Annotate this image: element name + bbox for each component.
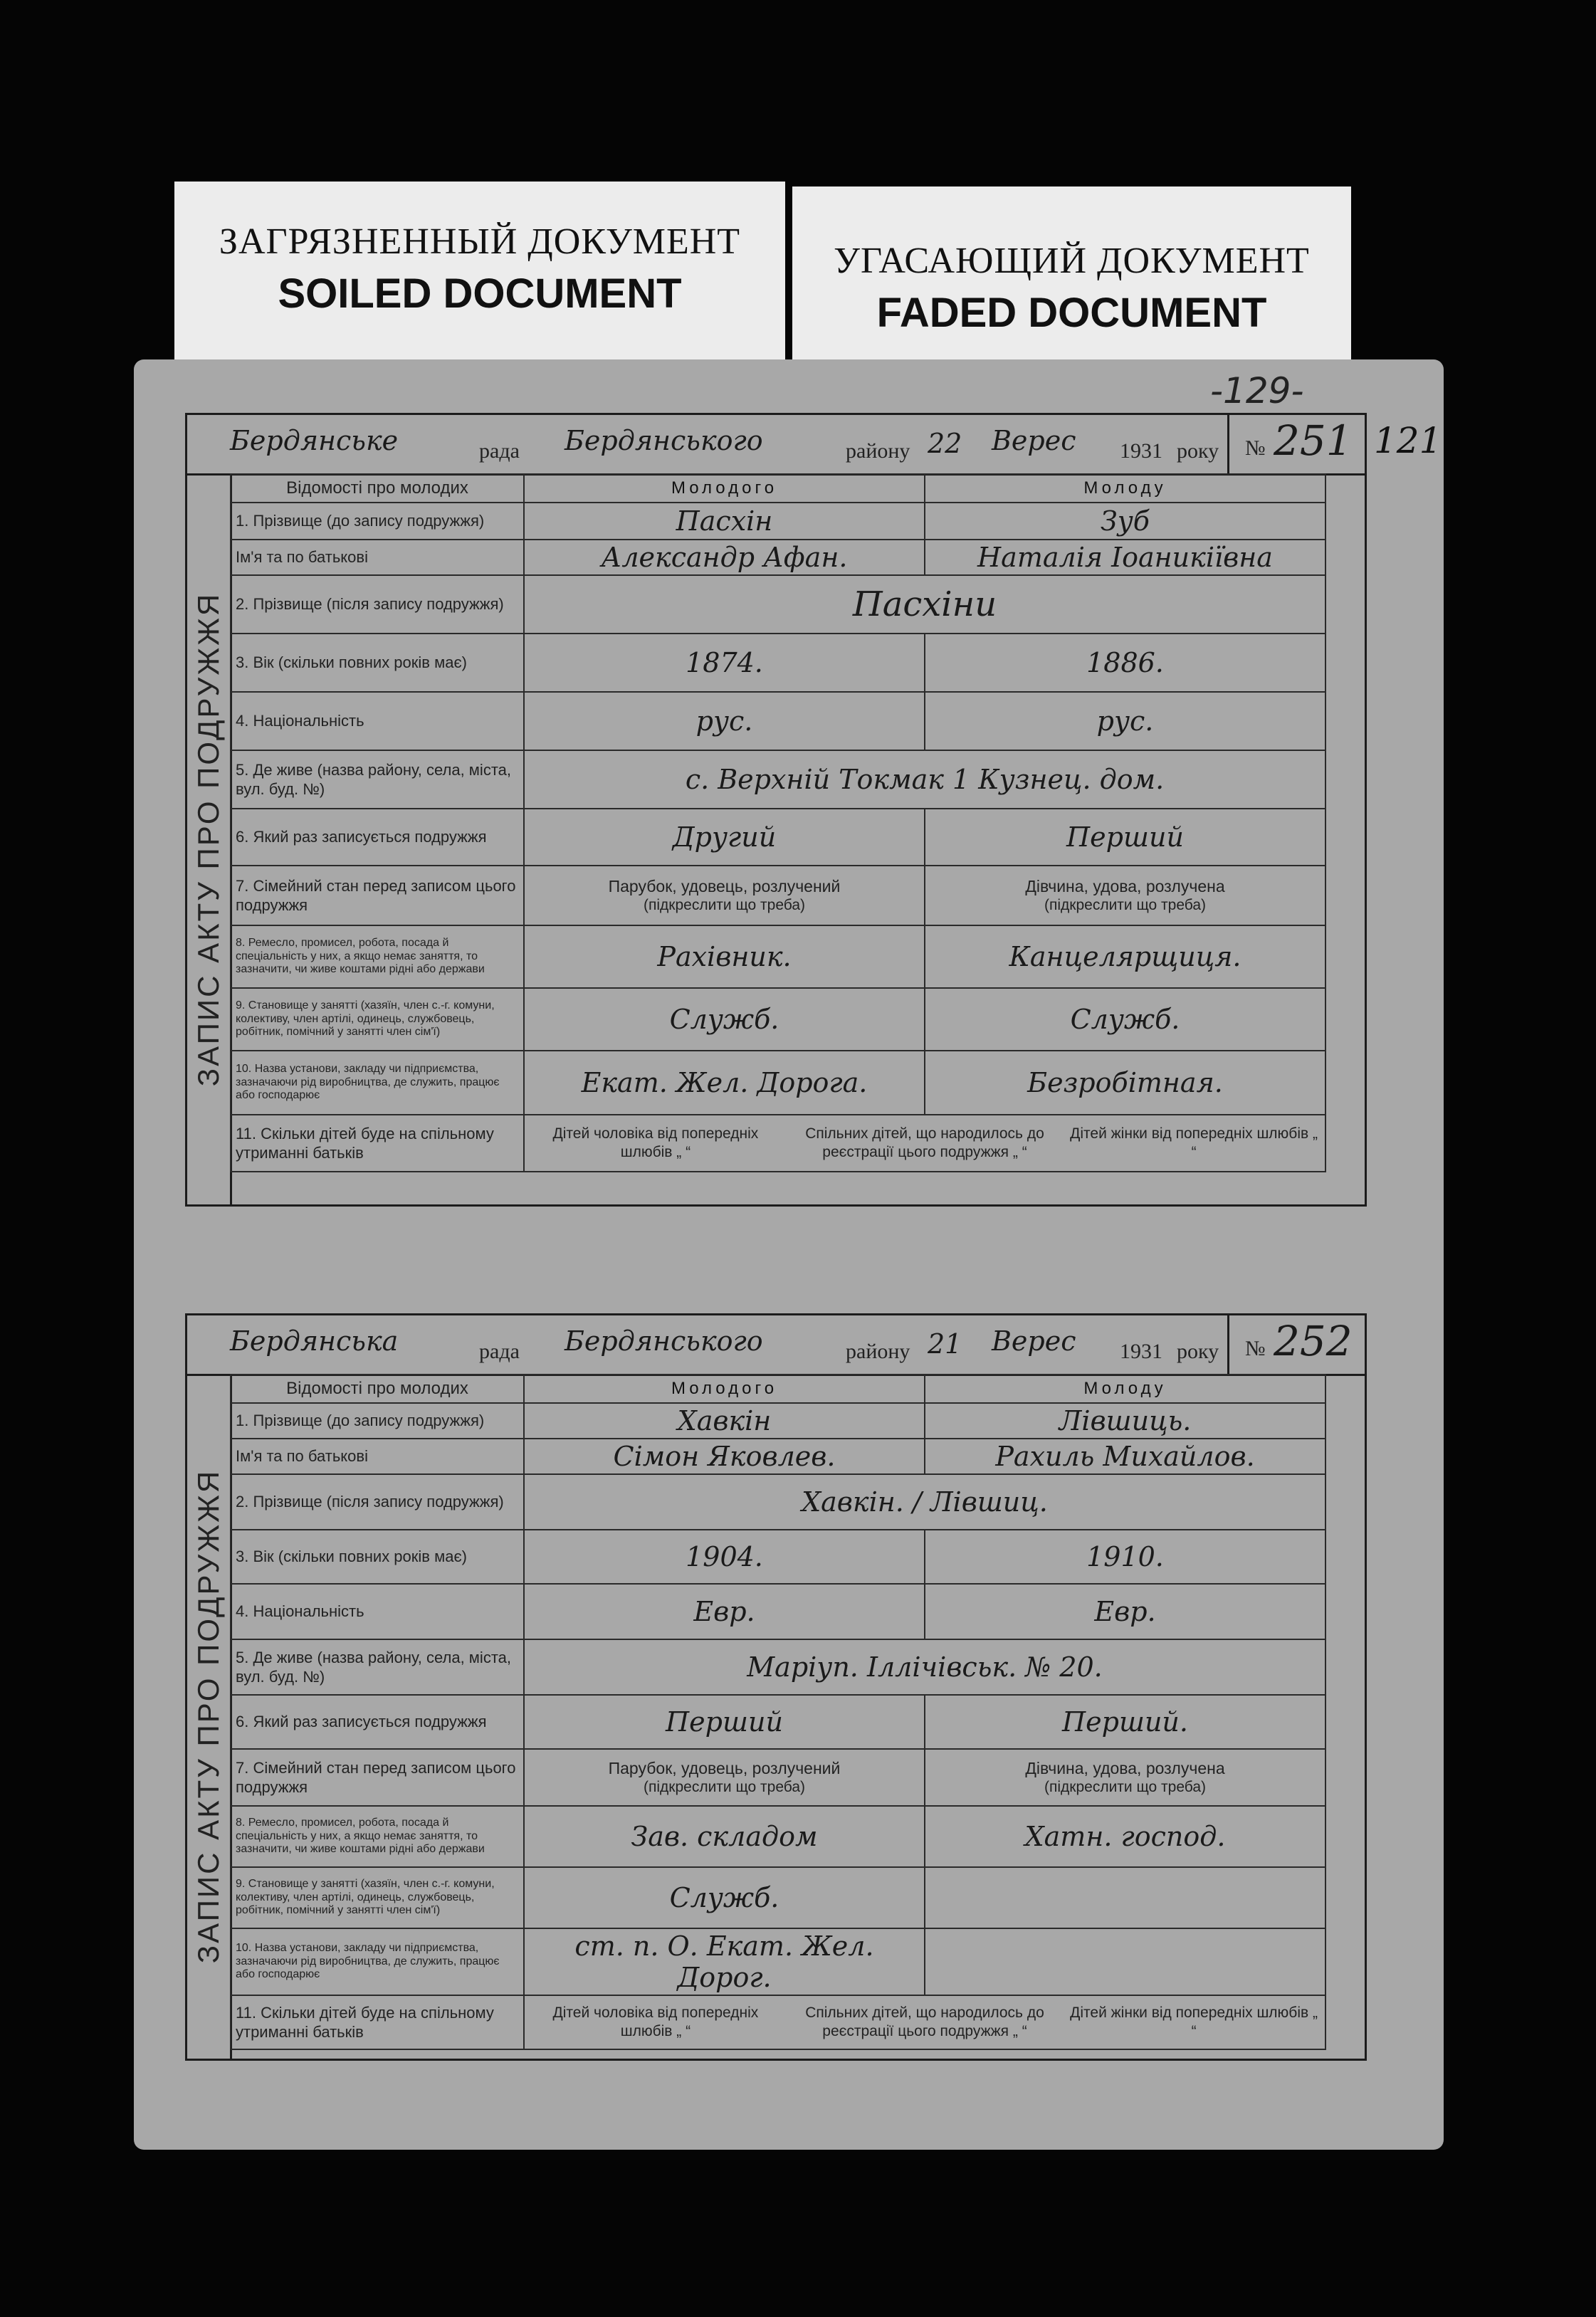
surname-after: Хавкін. / Лівшиц. bbox=[524, 1474, 1325, 1530]
side-title-strip bbox=[187, 473, 232, 1204]
groom-position: Служб. bbox=[524, 1867, 925, 1928]
month-value: Верес bbox=[992, 1325, 1076, 1357]
children-bride: Дітей жінки від попередніх шлюбів „ “ bbox=[1070, 2004, 1318, 2039]
table-row bbox=[231, 1995, 1325, 2049]
children-common: Спільних дітей, що народилось до реєстрації цього подружжя „ “ bbox=[805, 1125, 1044, 1160]
col-bride: Молоду bbox=[925, 474, 1325, 503]
table-row bbox=[231, 1928, 1325, 1995]
table-row bbox=[231, 540, 1325, 575]
bride-nationality: Евр. bbox=[925, 1584, 1325, 1639]
record-number: 251 bbox=[1274, 416, 1353, 465]
table-row bbox=[231, 1695, 1325, 1749]
number-box bbox=[1227, 1315, 1365, 1374]
table-row bbox=[231, 692, 1325, 750]
year-value: 1931 bbox=[1120, 439, 1162, 463]
groom-status-cell bbox=[524, 866, 925, 925]
raion-label: району bbox=[846, 439, 910, 463]
marriage-record-252 bbox=[185, 1313, 1367, 2061]
q11-label: 11. Скільки дітей буде на спільному утриманні батьків bbox=[231, 1115, 524, 1172]
rada-value: Бердянське bbox=[230, 425, 399, 456]
groom-trade: Зав. складом bbox=[524, 1806, 925, 1867]
day-value: 22 bbox=[928, 428, 962, 459]
day-value: 21 bbox=[928, 1328, 962, 1360]
rok-label: року bbox=[1177, 439, 1219, 463]
faded-document-label bbox=[792, 186, 1351, 370]
bride-status-cell bbox=[925, 1749, 1325, 1806]
groom-status-options: Парубок, удовець, розлучений bbox=[608, 876, 841, 895]
q9-label: 9. Становище у занятті (хазяїн, член с.-г. комуни, колективу, член артілі, одинець, службовець, робітник, помічний у занятті член сім'ї) bbox=[231, 1867, 524, 1928]
side-title: ЗАПИС АКТУ ПРО ПОДРУЖЖЯ bbox=[191, 592, 225, 1086]
q2-label: 2. Прізвище (після запису подружжя) bbox=[231, 1474, 524, 1530]
q8-label: 8. Ремесло, промисел, робота, посада й спеціальність у них, а якщо немає заняття, то зазначити, чи живе коштами рідні або держави bbox=[231, 925, 524, 988]
children-groom: Дітей чоловіка від попередніх шлюбів „ “ bbox=[552, 2004, 759, 2039]
month-value: Верес bbox=[992, 425, 1076, 456]
table-row bbox=[231, 1639, 1325, 1695]
col-groom: Молодого bbox=[524, 474, 925, 503]
groom-times: Перший bbox=[524, 1695, 925, 1749]
bride-status-options: Дівчина, удова, розлучена bbox=[1025, 876, 1225, 895]
groom-workplace: Екат. Жел. Дорога. bbox=[524, 1051, 925, 1115]
table-row bbox=[231, 634, 1325, 692]
underline-note: (підкреслити що треба) bbox=[1044, 897, 1206, 914]
table-row bbox=[231, 866, 1325, 925]
groom-name: Александр Афан. bbox=[524, 540, 925, 575]
raion-value: Бердянського bbox=[565, 1325, 763, 1357]
underline-note: (підкреслити що треба) bbox=[643, 897, 805, 914]
q6-label: 6. Який раз записується подружжя bbox=[231, 1695, 524, 1749]
table-row bbox=[231, 1806, 1325, 1867]
q5-label: 5. Де живе (назва району, села, міста, вул. буд. №) bbox=[231, 1639, 524, 1695]
raion-label: району bbox=[846, 1340, 910, 1363]
margin-mark: 121 bbox=[1374, 420, 1442, 461]
soiled-label-en: SOILED DOCUMENT bbox=[278, 270, 682, 317]
q7-label: 7. Сімейний стан перед записом цього подружжя bbox=[231, 1749, 524, 1806]
bride-trade: Хатн. господ. bbox=[925, 1806, 1325, 1867]
year-value: 1931 bbox=[1120, 1340, 1162, 1363]
col-groom: Молодого bbox=[524, 1375, 925, 1403]
table-row bbox=[231, 503, 1325, 540]
groom-nationality: Евр. bbox=[524, 1584, 925, 1639]
children-bride: Дітей жінки від попередніх шлюбів „ “ bbox=[1070, 1125, 1318, 1160]
table-row bbox=[231, 1867, 1325, 1928]
q4-label: 4. Національність bbox=[231, 692, 524, 750]
q1a-label: 1. Прізвище (до запису подружжя) bbox=[231, 1403, 524, 1439]
q4-label: 4. Національність bbox=[231, 1584, 524, 1639]
table-row bbox=[231, 1115, 1325, 1172]
table-row bbox=[231, 1403, 1325, 1439]
record-header bbox=[187, 415, 1365, 476]
q1a-label: 1. Прізвище (до запису подружжя) bbox=[231, 503, 524, 540]
table-row bbox=[231, 750, 1325, 809]
bride-times: Перший. bbox=[925, 1695, 1325, 1749]
column-header-row bbox=[231, 1375, 1325, 1403]
groom-times: Другий bbox=[524, 809, 925, 866]
q1b-label: Ім'я та по батькові bbox=[231, 540, 524, 575]
bride-surname: Лівшиць. bbox=[925, 1403, 1325, 1439]
q9-label: 9. Становище у занятті (хазяїн, член с.-г. комуни, колективу, член артілі, одинець, службовець, робітник, помічний у занятті член сім'ї) bbox=[231, 988, 524, 1051]
record-number: 252 bbox=[1274, 1317, 1353, 1365]
col-info: Відомості про молодих bbox=[231, 1375, 524, 1403]
folio-number: -129- bbox=[1210, 370, 1304, 411]
side-title: ЗАПИС АКТУ ПРО ПОДРУЖЖЯ bbox=[191, 1469, 225, 1964]
groom-age: 1904. bbox=[524, 1530, 925, 1584]
groom-status-options: Парубок, удовець, розлучений bbox=[608, 1758, 841, 1777]
column-header-row bbox=[231, 474, 1325, 503]
bride-position bbox=[925, 1867, 1325, 1928]
bride-age: 1886. bbox=[925, 634, 1325, 692]
soiled-document-label bbox=[174, 182, 785, 370]
underline-note: (підкреслити що треба) bbox=[643, 1779, 805, 1796]
table-row bbox=[231, 1530, 1325, 1584]
q10-label: 10. Назва установи, закладу чи підприємства, зазначаючи рід виробництва, де служить, працює або господарює bbox=[231, 1051, 524, 1115]
q5-label: 5. Де живе (назва району, села, міста, вул. буд. №) bbox=[231, 750, 524, 809]
bride-age: 1910. bbox=[925, 1530, 1325, 1584]
faded-label-ru: УГАСАЮЩИЙ ДОКУМЕНТ bbox=[834, 241, 1310, 281]
bride-workplace bbox=[925, 1928, 1325, 1995]
side-title-strip bbox=[187, 1374, 232, 2059]
table-row bbox=[231, 575, 1325, 634]
q3-label: 3. Вік (скільки повних років має) bbox=[231, 1530, 524, 1584]
residence: с. Верхній Токмак 1 Кузнец. дом. bbox=[524, 750, 1325, 809]
table-row bbox=[231, 1439, 1325, 1474]
soiled-label-ru: ЗАГРЯЗНЕННЫЙ ДОКУМЕНТ bbox=[219, 221, 741, 262]
q11-label: 11. Скільки дітей буде на спільному утриманні батьків bbox=[231, 1995, 524, 2049]
groom-position: Служб. bbox=[524, 988, 925, 1051]
groom-surname: Хавкін bbox=[524, 1403, 925, 1439]
groom-status-cell bbox=[524, 1749, 925, 1806]
marriage-record-251 bbox=[185, 413, 1367, 1207]
rada-label: рада bbox=[479, 1340, 520, 1363]
record-table bbox=[230, 473, 1326, 1172]
table-row bbox=[231, 809, 1325, 866]
q3-label: 3. Вік (скільки повних років має) bbox=[231, 634, 524, 692]
groom-age: 1874. bbox=[524, 634, 925, 692]
bride-surname: Зуб bbox=[925, 503, 1325, 540]
bride-position: Служб. bbox=[925, 988, 1325, 1051]
children-groom: Дітей чоловіка від попередніх шлюбів „ “ bbox=[552, 1125, 759, 1160]
children-cell bbox=[524, 1115, 1325, 1172]
groom-name: Сімон Яковлев. bbox=[524, 1439, 925, 1474]
number-label: № bbox=[1245, 436, 1266, 460]
bride-status-cell bbox=[925, 866, 1325, 925]
q2-label: 2. Прізвище (після запису подружжя) bbox=[231, 575, 524, 634]
underline-note: (підкреслити що треба) bbox=[1044, 1779, 1206, 1796]
children-common: Спільних дітей, що народилось до реєстрації цього подружжя „ “ bbox=[805, 2004, 1044, 2039]
col-info: Відомості про молодих bbox=[231, 474, 524, 503]
bride-status-options: Дівчина, удова, розлучена bbox=[1025, 1758, 1225, 1777]
bride-nationality: рус. bbox=[925, 692, 1325, 750]
rok-label: року bbox=[1177, 1340, 1219, 1363]
groom-workplace: ст. п. О. Екат. Жел. Дорог. bbox=[524, 1928, 925, 1995]
q7-label: 7. Сімейний стан перед записом цього подружжя bbox=[231, 866, 524, 925]
table-row bbox=[231, 1749, 1325, 1806]
faded-label-en: FADED DOCUMENT bbox=[876, 290, 1267, 336]
record-table bbox=[230, 1374, 1326, 2050]
bride-workplace: Безробітная. bbox=[925, 1051, 1325, 1115]
surname-after: Пасхіни bbox=[524, 575, 1325, 634]
record-header bbox=[187, 1315, 1365, 1376]
table-row bbox=[231, 988, 1325, 1051]
groom-trade: Рахівник. bbox=[524, 925, 925, 988]
q1b-label: Ім'я та по батькові bbox=[231, 1439, 524, 1474]
q6-label: 6. Який раз записується подружжя bbox=[231, 809, 524, 866]
table-row bbox=[231, 1584, 1325, 1639]
table-row bbox=[231, 925, 1325, 988]
bride-name: Рахиль Михайлов. bbox=[925, 1439, 1325, 1474]
bride-trade: Канцелярщиця. bbox=[925, 925, 1325, 988]
q8-label: 8. Ремесло, промисел, робота, посада й спеціальність у них, а якщо немає заняття, то зазначити, чи живе коштами рідні або держави bbox=[231, 1806, 524, 1867]
raion-value: Бердянського bbox=[565, 425, 763, 456]
table-row bbox=[231, 1474, 1325, 1530]
number-box bbox=[1227, 415, 1365, 473]
groom-nationality: рус. bbox=[524, 692, 925, 750]
rada-value: Бердянська bbox=[230, 1325, 399, 1357]
residence: Маріуп. Іллічівськ. № 20. bbox=[524, 1639, 1325, 1695]
number-label: № bbox=[1245, 1337, 1266, 1360]
bride-times: Перший bbox=[925, 809, 1325, 866]
bride-name: Наталія Іоаникіївна bbox=[925, 540, 1325, 575]
table-row bbox=[231, 1051, 1325, 1115]
q10-label: 10. Назва установи, закладу чи підприємства, зазначаючи рід виробництва, де служить, працює або господарює bbox=[231, 1928, 524, 1995]
rada-label: рада bbox=[479, 439, 520, 463]
children-cell bbox=[524, 1995, 1325, 2049]
groom-surname: Пасхін bbox=[524, 503, 925, 540]
col-bride: Молоду bbox=[925, 1375, 1325, 1403]
